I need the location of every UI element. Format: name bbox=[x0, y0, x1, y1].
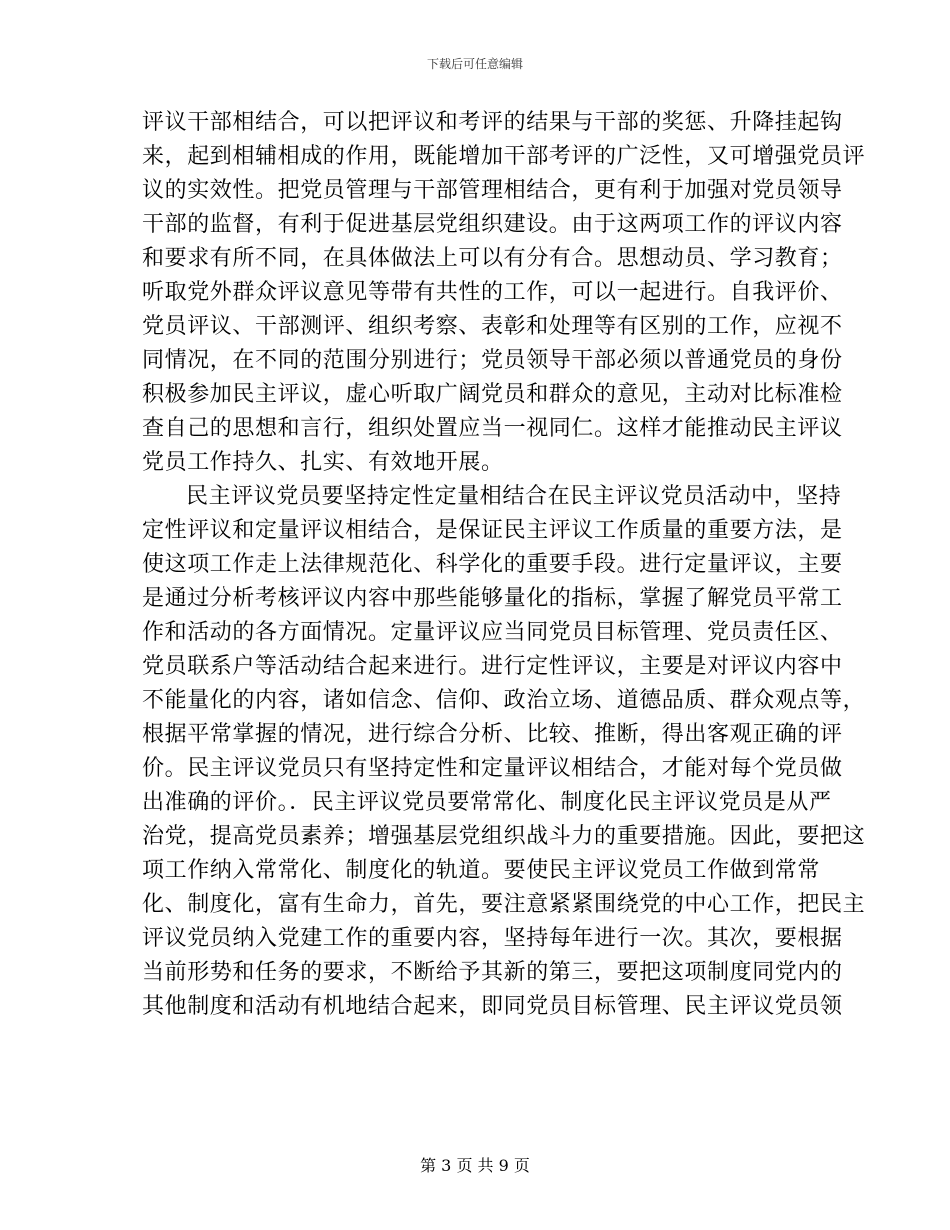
text-line: 作和活动的各方面情况。定量评议应当同党员目标管理、党员责任区、 bbox=[142, 620, 843, 645]
header-note: 下载后可任意编辑 bbox=[426, 57, 523, 71]
text-line: 同情况，在不同的范围分别进行；党员领导干部必须以普通党员的身份 bbox=[142, 348, 843, 373]
text-line: 党员联系户等活动结合起来进行。进行定性评议，主要是对评议内容中 bbox=[142, 654, 843, 679]
text-line: 和要求有所不同，在具体做法上可以有分有合。思想动员、学习教育； bbox=[142, 246, 843, 271]
text-line: 出准确的评价。．民主评议党员要常常化、制度化民主评议党员是从严 bbox=[142, 790, 832, 815]
text-line: 治党，提高党员素养；增强基层党组织战斗力的重要措施。因此，要把这 bbox=[142, 824, 866, 849]
text-line: 干部的监督，有利于促进基层党组织建设。由于这两项工作的评议内容 bbox=[142, 212, 843, 237]
text-line: 使这项工作走上法律规范化、科学化的重要手段。进行定量评议，主要 bbox=[142, 552, 843, 577]
text-line: 评议党员纳入党建工作的重要内容，坚持每年进行一次。其次，要根据 bbox=[142, 926, 843, 951]
text-line: 化、制度化，富有生命力，首先，要注意紧紧围绕党的中心工作，把民主 bbox=[142, 892, 866, 917]
text-line: 项工作纳入常常化、制度化的轨道。要使民主评议党员工作做到常常 bbox=[142, 858, 821, 883]
text-line: 听取党外群众评议意见等带有共性的工作，可以一起进行。自我评价、 bbox=[142, 280, 843, 305]
text-line: 议的实效性。把党员管理与干部管理相结合，更有利于加强对党员领导 bbox=[142, 178, 843, 203]
text-line: 定性评议和定量评议相结合，是保证民主评议工作质量的重要方法，是 bbox=[142, 518, 843, 543]
text-line: 来，起到相辅相成的作用，既能增加干部考评的广泛性，又可增强党员评 bbox=[142, 144, 866, 169]
document-body bbox=[142, 106, 866, 1024]
page-number: 第 3 页 共 9 页 bbox=[420, 1156, 530, 1175]
text-line: 当前形势和任务的要求，不断给予其新的第三，要把这项制度同党内的 bbox=[142, 960, 843, 985]
text-line: 不能量化的内容，诸如信念、信仰、政治立场、道德品质、群众观点等， bbox=[142, 688, 866, 713]
text-line: 是通过分析考核评议内容中那些能够量化的指标，掌握了解党员平常工 bbox=[142, 586, 843, 611]
text-line: 评议干部相结合，可以把评议和考评的结果与干部的奖惩、升降挂起钩 bbox=[142, 110, 843, 135]
text-line: 积极参加民主评议，虚心听取广阔党员和群众的意见，主动对比标准检 bbox=[142, 382, 843, 407]
text-line: 查自己的思想和言行，组织处置应当一视同仁。这样才能推动民主评议 bbox=[142, 416, 843, 441]
text-line: 价。民主评议党员只有坚持定性和定量评议相结合，才能对每个党员做 bbox=[142, 756, 843, 781]
text-line: 党员工作持久、扎实、有效地开展。 bbox=[142, 450, 504, 475]
text-line: 党员评议、干部测评、组织考察、表彰和处理等有区别的工作，应视不 bbox=[142, 314, 843, 339]
paragraph-start-line: 民主评议党员要坚持定性定量相结合在民主评议党员活动中，坚持 bbox=[186, 484, 842, 509]
text-line: 根据平常掌握的情况，进行综合分析、比较、推断，得出客观正确的评 bbox=[142, 722, 843, 747]
text-line: 其他制度和活动有机地结合起来，即同党员目标管理、民主评议党员领 bbox=[142, 994, 843, 1019]
